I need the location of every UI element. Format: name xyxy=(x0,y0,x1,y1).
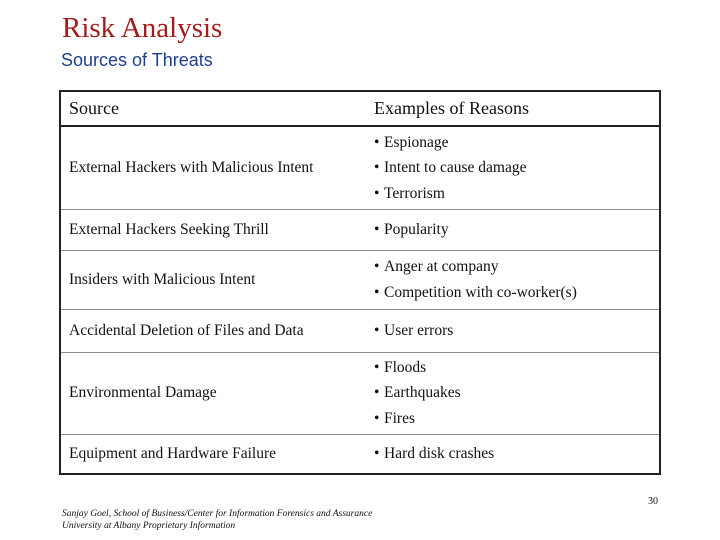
header-examples: Examples of Reasons xyxy=(366,91,660,126)
list-item xyxy=(374,155,659,181)
bullet-icon: • xyxy=(374,184,380,202)
footer-line-1: Sanjay Goel, School of Business/Center for Information Forensics and Assurance xyxy=(62,509,373,519)
list-item xyxy=(374,130,659,156)
bullet-icon: • xyxy=(374,220,380,238)
list-item xyxy=(374,318,659,344)
examples-list xyxy=(374,130,659,207)
bullet-icon: • xyxy=(374,283,380,301)
list-item xyxy=(374,441,659,467)
table-row xyxy=(60,209,660,250)
table-row xyxy=(60,352,660,434)
list-item xyxy=(374,355,659,381)
examples-list xyxy=(374,355,659,432)
example-text: Popularity xyxy=(384,220,449,238)
table-header-row xyxy=(60,91,660,126)
slide-title: Risk Analysis xyxy=(62,12,223,44)
example-text: Hard disk crashes xyxy=(384,445,495,462)
examples-list xyxy=(374,254,659,305)
example-text: Floods xyxy=(384,358,427,376)
page-number: 30 xyxy=(648,496,658,507)
bullet-icon: • xyxy=(374,133,380,151)
source-cell: External Hackers with Malicious Intent xyxy=(60,126,366,209)
table-row xyxy=(60,126,660,209)
example-text: Fires xyxy=(384,409,415,427)
example-text: User errors xyxy=(384,321,454,339)
examples-cell xyxy=(366,309,660,352)
source-cell: External Hackers Seeking Thrill xyxy=(60,209,366,250)
table-row xyxy=(60,309,660,352)
source-cell: Environmental Damage xyxy=(60,352,366,434)
bullet-icon: • xyxy=(374,384,380,402)
slide-subtitle: Sources of Threats xyxy=(61,50,213,70)
example-text: Intent to cause damage xyxy=(384,159,527,176)
table-row xyxy=(60,434,660,474)
example-text: Espionage xyxy=(384,133,449,151)
bullet-icon: • xyxy=(374,445,380,462)
list-item xyxy=(374,254,659,280)
examples-list xyxy=(374,318,659,344)
list-item xyxy=(374,217,659,243)
footer xyxy=(62,508,372,532)
examples-list xyxy=(374,217,659,243)
examples-cell xyxy=(366,352,660,434)
header-source: Source xyxy=(60,91,366,126)
source-cell: Insiders with Malicious Intent xyxy=(60,250,366,309)
examples-cell xyxy=(366,434,660,474)
source-cell: Equipment and Hardware Failure xyxy=(60,434,366,474)
example-text: Terrorism xyxy=(384,184,445,202)
bullet-icon: • xyxy=(374,358,380,376)
bullet-icon: • xyxy=(374,258,380,275)
list-item xyxy=(374,181,659,207)
bullet-icon: • xyxy=(374,321,380,339)
footer-line-2: University at Albany Proprietary Information xyxy=(62,521,236,531)
list-item xyxy=(374,406,659,432)
example-text: Earthquakes xyxy=(384,384,461,402)
list-item xyxy=(374,280,659,306)
bullet-icon: • xyxy=(374,159,380,176)
threats-table xyxy=(59,90,661,475)
list-item xyxy=(374,380,659,406)
examples-list xyxy=(374,441,659,467)
source-cell: Accidental Deletion of Files and Data xyxy=(60,309,366,352)
example-text: Competition with co-worker(s) xyxy=(384,283,577,301)
table-row xyxy=(60,250,660,309)
bullet-icon: • xyxy=(374,409,380,427)
examples-cell xyxy=(366,209,660,250)
example-text: Anger at company xyxy=(384,258,499,275)
examples-cell xyxy=(366,126,660,209)
examples-cell xyxy=(366,250,660,309)
